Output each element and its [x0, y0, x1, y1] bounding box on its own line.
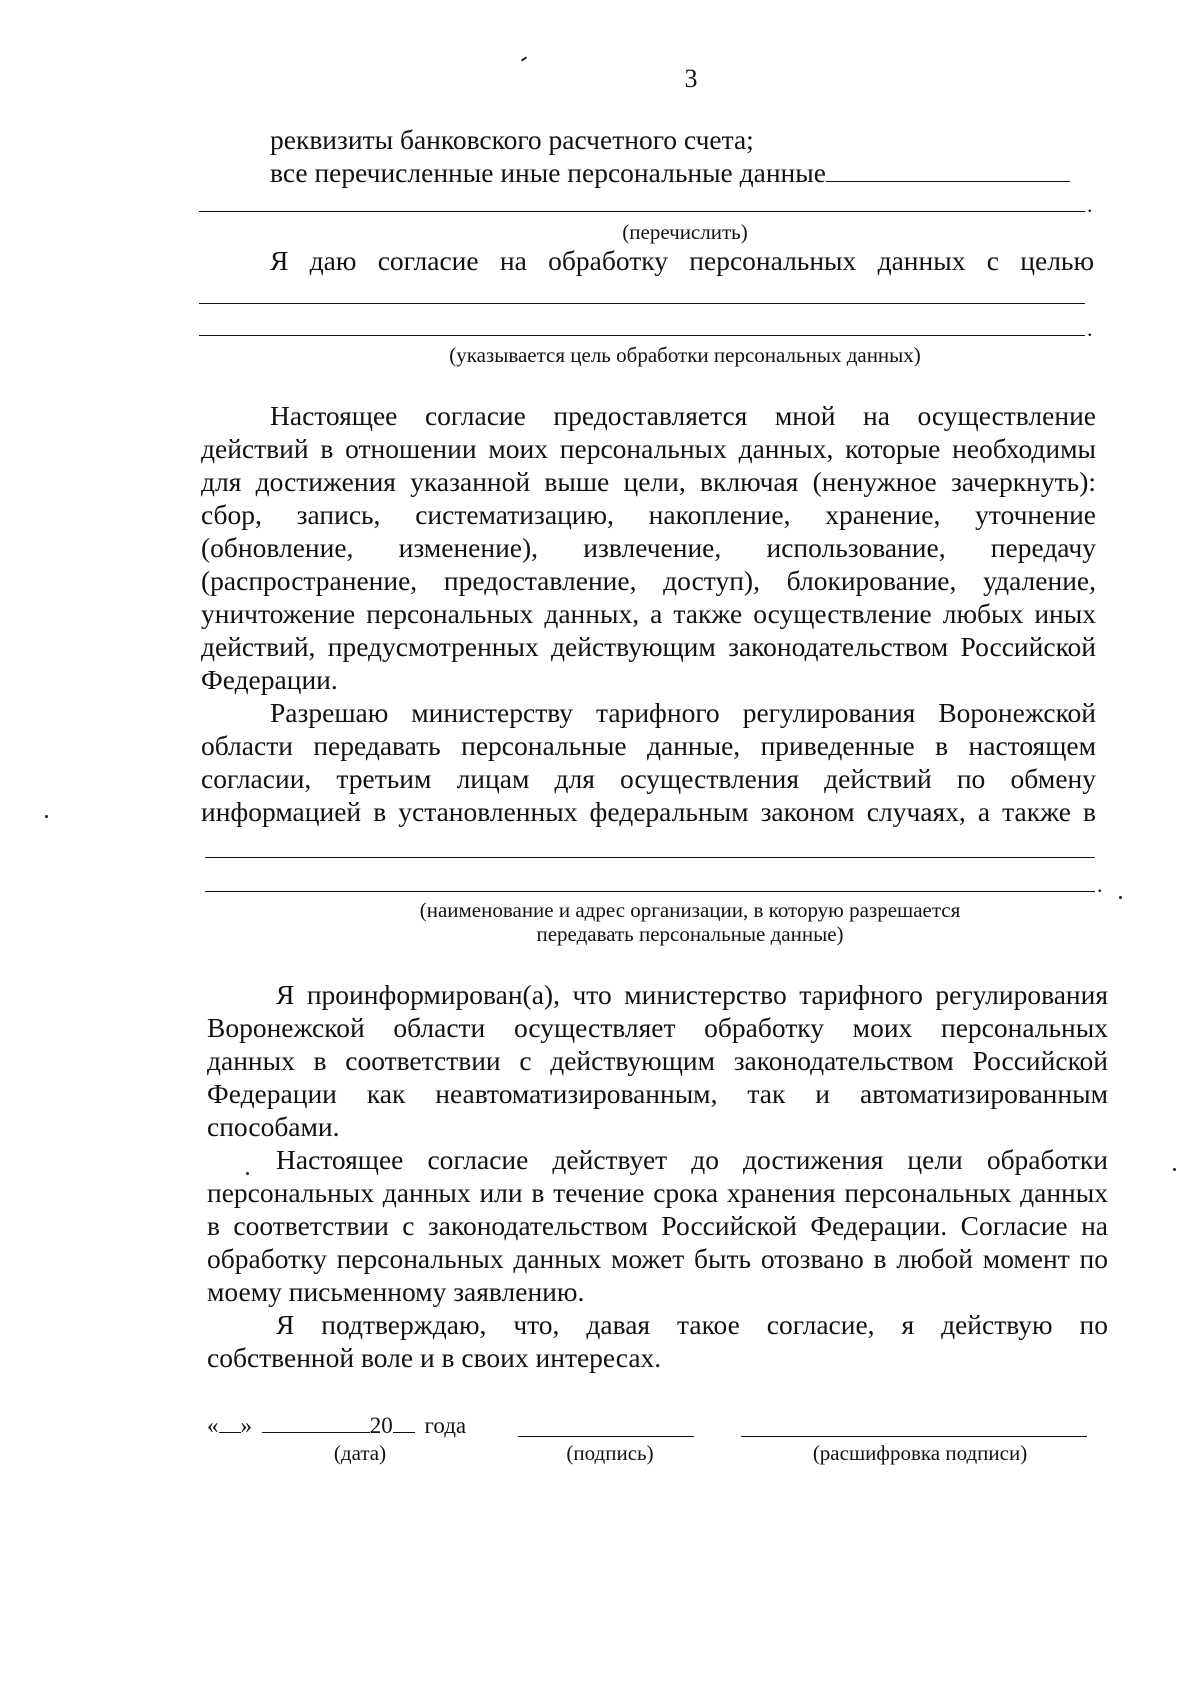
signature-line — [518, 1436, 694, 1437]
date-open-quote: « — [207, 1413, 219, 1438]
intro-line-2 — [270, 156, 1070, 189]
caption-org-line-2: передавать персональные данные) — [536, 922, 844, 946]
fill-line — [199, 303, 1085, 304]
para-informed-line: Я проинформирован(а), что министерство тарифного регулирования — [276, 979, 1108, 1010]
para-transfer-line: согласии, третьим лицам для осуществления действий по обмену — [201, 763, 1096, 794]
para-actions-line: для достижения указанной выше цели, включая (ненужное зачеркнуть): — [201, 466, 1096, 497]
line-end-dot: . — [1087, 316, 1093, 341]
year-suffix: года — [424, 1413, 467, 1438]
intro-line-1: реквизиты банковского расчетного счета; — [270, 124, 754, 155]
scan-mark — [246, 1172, 249, 1175]
fill-line — [199, 211, 1085, 212]
page-number: 3 — [684, 64, 698, 93]
para-informed-line: данных в соответствии с действующим законодательством Российской — [207, 1045, 1108, 1076]
para-actions-line: Настоящее согласие предоставляется мной на осуществление — [270, 400, 1096, 431]
para-informed-line: Воронежской области осуществляет обработку моих персональных — [207, 1012, 1108, 1043]
para-actions-line: (распространение, предоставление, доступ), блокирование, удаление, — [201, 565, 1096, 596]
para-validity-line: Настоящее согласие действует до достижения цели обработки — [276, 1144, 1108, 1175]
date-field — [207, 1413, 466, 1439]
fill-line — [393, 1432, 415, 1433]
para-transfer-line: информацией в установленных федеральным законом случаях, а также в — [201, 796, 1096, 827]
para-validity-line: персональных данных или в течение срока хранения персональных данных — [207, 1177, 1108, 1208]
caption-signature: (подпись) — [566, 1441, 654, 1465]
purpose-line: Я даю согласие на обработку персональных данных с целью — [270, 245, 1094, 276]
fill-line — [826, 181, 1070, 182]
scan-mark — [1173, 1168, 1176, 1171]
year-prefix: 20 — [369, 1413, 393, 1438]
intro-line-2-text: все перечисленные иные персональные данные — [270, 157, 826, 188]
para-informed-line: Федерации как неавтоматизированным, так и автоматизированным — [207, 1078, 1108, 1109]
line-end-dot: . — [1097, 872, 1103, 897]
scan-mark — [45, 815, 48, 818]
fill-line — [262, 1432, 370, 1433]
para-confirm-line: собственной воле и в своих интересах. — [207, 1342, 662, 1373]
para-transfer-line: Разрешаю министерству тарифного регулирования Воронежской — [270, 697, 1096, 728]
fill-line — [219, 1432, 241, 1433]
caption-list: (перечислить) — [622, 220, 748, 244]
para-actions-line: действий в отношении моих персональных данных, которые необходимы — [201, 433, 1096, 464]
caption-purpose: (указывается цель обработки персональных данных) — [449, 343, 921, 367]
date-close-quote: » — [240, 1413, 252, 1438]
para-actions-line: Федерации. — [201, 664, 338, 695]
para-informed-line: способами. — [207, 1111, 340, 1142]
caption-org-line-1: (наименование и адрес организации, в которую разрешается — [419, 898, 961, 922]
para-actions-line: действий, предусмотренных действующим законодательством Российской — [201, 631, 1096, 662]
fill-line — [205, 891, 1095, 892]
para-validity-line: в соответствии с законодательством Российской Федерации. Согласие на — [207, 1210, 1108, 1241]
para-validity-line: моему письменному заявлению. — [207, 1276, 585, 1307]
caption-decoding: (расшифровка подписи) — [812, 1441, 1028, 1465]
para-actions-line: уничтожение персональных данных, а также осуществление любых иных — [201, 598, 1096, 629]
fill-line — [205, 857, 1095, 858]
line-end-dot: . — [1087, 192, 1093, 217]
para-confirm-line: Я подтверждаю, что, давая такое согласие, я действую по — [276, 1309, 1108, 1340]
para-validity-line: обработку персональных данных может быть отозвано в любой момент по — [207, 1243, 1108, 1274]
para-actions-line: (обновление, изменение), извлечение, использование, передачу — [201, 532, 1096, 563]
caption-date: (дата) — [333, 1441, 387, 1465]
fill-line — [199, 335, 1085, 336]
para-actions-line: сбор, запись, систематизацию, накопление, хранение, уточнение — [201, 499, 1096, 530]
para-transfer-line: области передавать персональные данные, приведенные в настоящем — [201, 730, 1096, 761]
decoding-line — [741, 1436, 1087, 1437]
scan-mark — [1119, 896, 1122, 899]
scan-mark — [521, 56, 527, 61]
